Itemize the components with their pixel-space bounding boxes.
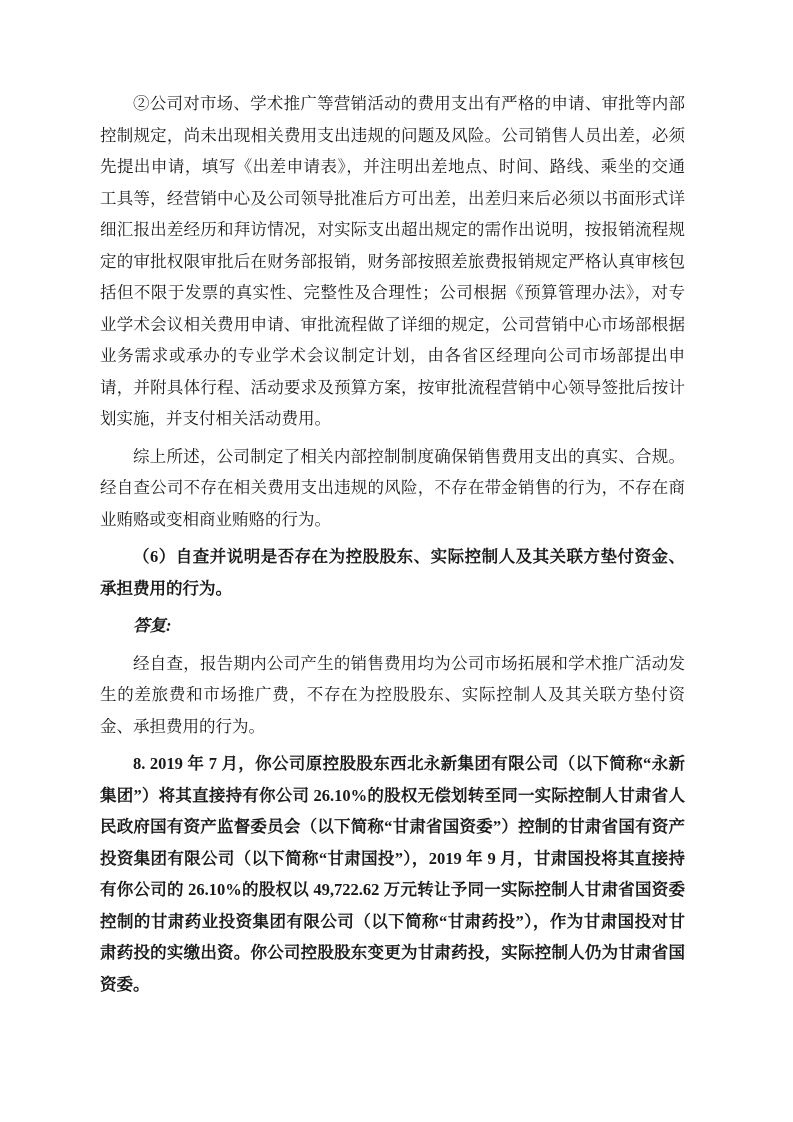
question-8-paragraph: 8. 2019 年 7 月，你公司原控股股东西北永新集团有限公司（以下简称“永新集团”）将其直接持有你公司 26.10%的股权无偿划转至同一实际控制人甘肃省人民政府国有资产监督委员会（以下简称“甘肃省国资委”）控制的甘肃省国有资产投资集团有限公司（以下简称“甘肃国投”），2019 年 9 月，甘肃国投将其直接持有你公司的 26.10%的股权以 49,722.62 万元转让予同一实际控制人甘肃省国资委控制的甘肃药业投资集团有限公司（以下简称“甘肃药投”），作为甘肃国投对甘肃药投的实缴出资。你公司控股股东变更为甘肃药投，实际控制人仍为甘肃省国资委。 (100, 754, 686, 994)
reply-label: 答复: (133, 616, 172, 635)
document-content (100, 88, 685, 1006)
paragraph-conclusion-statement: 综上所述，公司制定了相关内部控制制度确保销售费用支出的真实、合规。经自查公司不存在相关费用支出违规的风险，不存在带金销售的行为，不存在商业贿赂或变相商业贿赂的行为。 (100, 446, 685, 529)
paragraph-reply-to-question-6: 经自查，报告期内公司产生的销售费用均为公司市场拓展和学术推广活动发生的差旅费和市场推广费，不存在为控股股东、实际控制人及其关联方垫付资金、承担费用的行为。 (100, 653, 685, 736)
question-6-heading: （6）自查并说明是否存在为控股股东、实际控制人及其关联方垫付资金、承担费用的行为。 (100, 547, 685, 598)
paragraph-expense-internal-control: ②公司对市场、学术推广等营销活动的费用支出有严格的申请、审批等内部控制规定，尚未出现相关费用支出违规的问题及风险。公司销售人员出差，必须先提出申请，填写《出差申请表》，并注明出差地点、时间、路线、乘坐的交通工具等，经营销中心及公司领导批准后方可出差，出差归来后必须以书面形式详细汇报出差经历和拜访情况，对实际支出超出规定的需作出说明，按报销流程规定的审批权限审批后在财务部报销，财务部按照差旅费报销规定严格认真审核包括但不限于发票的真实性、完整性及合理性；公司根据《预算管理办法》，对专业学术会议相关费用申请、审批流程做了详细的规定，公司营销中心市场部根据业务需求或承办的专业学术会议制定计划，由各省区经理向公司市场部提出申请，并附具体行程、活动要求及预算方案，按审批流程营销中心领导签批后按计划实施，并支付相关活动费用。 (100, 94, 685, 428)
